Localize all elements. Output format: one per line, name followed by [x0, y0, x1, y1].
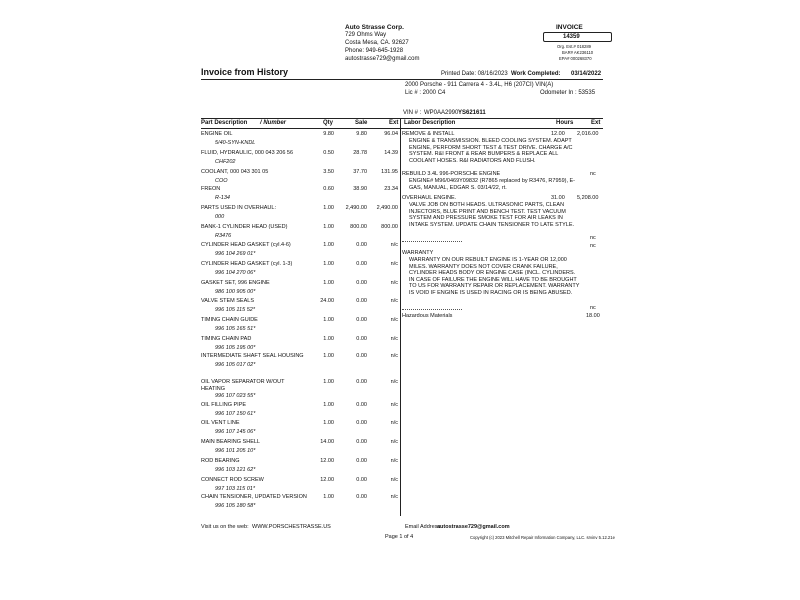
vin-label: VIN # :	[403, 110, 422, 116]
labor-body: WARRANTY ON OUR REBUILT ENGINE IS 1-YEAR OR 12,000 MILES. WARRANTY DOES NOT COVER CRANK FAILURE, CYLINDER HEADS BODY OR ENGINE CASE (INCL. CYLINDERS. IN CASE OF FAILURE THE ENGINE WILL HAVE TO BE BROUGHT TO US FOR WARRANTY REPAIR OR REPLACEMENT. WARRANTY IS VOID IF ENGINE IS USED IN RACING OR IS BEING ABUSED.	[409, 257, 580, 296]
part-qty: 14.00	[320, 439, 334, 445]
part-ext: n/c	[390, 458, 398, 464]
part-number: 996 104 269 01*	[215, 251, 256, 257]
labor-item	[402, 171, 602, 195]
footer-email[interactable]: autostrasse729@gmail.com	[437, 524, 510, 530]
part-qty: 1.00	[323, 336, 334, 342]
part-ext: n/c	[390, 298, 398, 304]
bar-number: BAR# AK236110	[562, 50, 594, 55]
part-sale: 0.00	[356, 402, 367, 408]
labor-ext: nc	[590, 305, 596, 311]
part-ext: n/c	[390, 336, 398, 342]
labor-separator	[402, 241, 462, 242]
part-name: FLUID, HYDRAULIC, 000 043 206 56	[201, 150, 294, 156]
part-number: 996 107 145 06*	[215, 429, 256, 435]
part-sale: 0.00	[356, 458, 367, 464]
part-number: 996 107 023 55*	[215, 393, 256, 399]
part-sale: 800.00	[350, 224, 367, 230]
labor-hours: 31.00	[551, 195, 565, 201]
part-name: FREON	[201, 186, 221, 192]
org-est: Org. Est.# 018289	[557, 44, 591, 49]
part-qty: 1.00	[323, 379, 334, 385]
part-sale: 0.00	[356, 477, 367, 483]
part-sale: 37.70	[353, 169, 367, 175]
part-sale: 0.00	[356, 261, 367, 267]
part-sale: 0.00	[356, 494, 367, 500]
part-name: TIMING CHAIN PAD	[201, 336, 252, 342]
part-name: CHAIN TENSIONER, UPDATED VERSION	[201, 494, 307, 500]
labor-header-hours: Hours	[556, 120, 574, 126]
labor-ext: nc	[590, 243, 596, 249]
labor-item	[402, 243, 602, 305]
labor-title: WARRANTY	[402, 250, 434, 256]
part-name: INTERMEDIATE SHAFT SEAL HOUSING	[201, 353, 304, 359]
footer-page: Page 1 of 4	[385, 534, 414, 540]
labor-ext: nc	[590, 235, 596, 241]
part-name: BANK-1 CYLINDER HEAD (USED)	[201, 224, 288, 230]
part-ext: n/c	[390, 353, 398, 359]
labor-separator	[402, 309, 462, 310]
part-name: ROD BEARING	[201, 458, 240, 464]
company-email: autostrasse729@gmail.com	[345, 56, 420, 62]
part-number: R3476	[215, 233, 232, 239]
part-ext: n/c	[390, 402, 398, 408]
labor-item	[402, 195, 602, 235]
part-number: 996 105 180 58*	[215, 503, 256, 509]
part-qty: 0.50	[323, 150, 334, 156]
part-sale: 9.80	[356, 131, 367, 137]
part-number: 5/40-SYN-KNDL	[215, 140, 256, 146]
parts-header-desc: Part Description	[201, 120, 248, 126]
footer-copyright: Copyright (c) 2023 Mitchell Repair Information Company, LLC. srvinv 5.12.21e	[470, 535, 615, 540]
labor-ext: nc	[590, 171, 596, 177]
part-sale: 38.90	[353, 186, 367, 192]
part-number: 996 103 121 62*	[215, 467, 256, 473]
part-number: 996 105 115 52*	[215, 307, 255, 313]
part-number: 997 103 115 01*	[215, 486, 255, 492]
epa-number: EPA# 000268370	[559, 56, 592, 61]
labor-title: REBUILD 3.4L 996-PORSCHE ENGINE	[402, 171, 501, 177]
hazardous-label: Hazardous Materials	[402, 313, 453, 319]
part-qty: 9.80	[323, 131, 334, 137]
part-qty: 1.00	[323, 420, 334, 426]
table-top-rule	[201, 118, 603, 119]
part-ext: n/c	[390, 280, 398, 286]
part-qty: 1.00	[323, 261, 334, 267]
part-qty: 1.00	[323, 224, 334, 230]
part-name: OIL FILLING PIPE	[201, 402, 247, 408]
part-number: R-134	[215, 195, 230, 201]
part-ext: 23.34	[384, 186, 398, 192]
part-ext: n/c	[390, 317, 398, 323]
work-completed-label: Work Completed:	[511, 71, 561, 77]
part-ext: n/c	[390, 242, 398, 248]
part-ext: 96.04	[384, 131, 398, 137]
labor-ext: 5,208.00	[577, 195, 599, 201]
table-header-rule	[201, 128, 603, 129]
odometer-in: Odometer In : 53535	[540, 90, 596, 96]
vin-b: YS621611	[458, 110, 486, 116]
labor-ext: 2,016.00	[577, 131, 599, 137]
labor-body: VALVE JOB ON BOTH HEADS. ULTRASONIC PARTS, CLEAN INJECTORS, BLUE PRINT AND BENCH TEST. TEST VACUUM SYSTEM AND PRESSURE SMOKE TEST FOR AIR LEAKS IN INTAKE SYSTEM. UPDATE CHAIN TENSIONER TO LATE STYLE.	[409, 202, 575, 228]
work-completed-date: 03/14/2022	[571, 71, 602, 77]
part-number: 996 104 270 06*	[215, 270, 256, 276]
parts-header-ext: Ext	[389, 120, 399, 126]
part-number: 996 105 195 00*	[215, 345, 256, 351]
part-number: CHF202	[215, 159, 236, 165]
part-sale: 0.00	[356, 317, 367, 323]
part-name: GASKET SET, 996 ENGINE	[201, 280, 270, 286]
part-qty: 1.00	[323, 317, 334, 323]
page-title: Invoice from History	[201, 67, 289, 77]
part-name: OIL VAPOR SEPARATOR W/OUT HEATING	[201, 379, 285, 392]
part-name: MAIN BEARING SHELL	[201, 439, 260, 445]
part-name: CYLINDER HEAD GASKET (cyl. 1-3)	[201, 261, 293, 267]
title-rule	[201, 79, 603, 80]
footer-web-label: Visit us on the web:	[201, 524, 249, 530]
part-ext: 14.39	[384, 150, 398, 156]
company-address2: Costa Mesa, CA. 92627	[345, 40, 409, 46]
part-sale: 0.00	[356, 439, 367, 445]
labor-title: REMOVE & INSTALL	[402, 131, 455, 137]
part-qty: 1.00	[323, 205, 334, 211]
part-number: 986 100 905 00*	[215, 289, 256, 295]
part-qty: 12.00	[320, 458, 334, 464]
part-ext: n/c	[390, 439, 398, 445]
part-ext: 2,490.00	[376, 205, 398, 211]
part-sale: 0.00	[356, 298, 367, 304]
parts-header-qty: Qty	[323, 120, 334, 126]
company-address1: 729 Ohms Way	[345, 32, 387, 38]
labor-header-desc: Labor Description	[404, 120, 456, 126]
part-qty: 1.00	[323, 402, 334, 408]
part-ext: 131.95	[381, 169, 398, 175]
part-name: OIL VENT LINE	[201, 420, 240, 426]
part-sale: 0.00	[356, 353, 367, 359]
part-number: 996 105 017 02*	[215, 362, 256, 368]
part-name: ENGINE OIL	[201, 131, 233, 137]
part-qty: 24.00	[320, 298, 334, 304]
labor-item	[402, 305, 602, 313]
part-sale: 0.00	[356, 280, 367, 286]
part-sale: 0.00	[356, 242, 367, 248]
part-number: 000	[215, 214, 225, 220]
part-sale: 2,490.00	[345, 205, 367, 211]
vin-a: WP0AA2990	[424, 110, 459, 116]
part-qty: 12.00	[320, 477, 334, 483]
part-name: CONNECT ROD SCREW	[201, 477, 264, 483]
part-ext: n/c	[390, 494, 398, 500]
vehicle-desc: 2000 Porsche - 911 Carrera 4 - 3.4L, H6 (207CI) VIN(A)	[405, 82, 554, 88]
invoice-label: INVOICE	[556, 24, 583, 31]
part-ext: n/c	[390, 477, 398, 483]
footer-web[interactable]: WWW.PORSCHESTRASSE.US	[252, 524, 331, 530]
labor-hours: 12.00	[551, 131, 565, 137]
parts-header-sale: Sale	[355, 120, 368, 126]
table-divider	[400, 118, 401, 516]
part-sale: 28.78	[353, 150, 367, 156]
part-name: VALVE STEM SEALS	[201, 298, 254, 304]
labor-list	[402, 131, 602, 321]
labor-title: OVERHAUL ENGINE.	[402, 195, 457, 201]
part-number: COO	[215, 178, 228, 184]
part-ext: 800.00	[381, 224, 398, 230]
vehicle-lic: Lic # : 2000 C4	[405, 90, 446, 96]
labor-body: ENGINE# M96/0469Y09832 (R7865 replaced by R3476, R7959), E-GAS, MANUAL, EDGAR S. 03/14/22, rt.	[409, 178, 576, 191]
parts-header-number: / Number	[260, 120, 287, 126]
labor-header-ext: Ext	[591, 120, 601, 126]
part-number: 996 107 150 61*	[215, 411, 256, 417]
part-sale: 0.00	[356, 379, 367, 385]
labor-item	[402, 131, 602, 171]
printed-date: Printed Date: 08/16/2023	[441, 71, 508, 77]
part-ext: n/c	[390, 379, 398, 385]
invoice-number: 14359	[563, 34, 580, 40]
part-qty: 1.00	[323, 494, 334, 500]
part-name: TIMING CHAIN GUIDE	[201, 317, 258, 323]
part-qty: 1.00	[323, 280, 334, 286]
part-number: 996 101 205 10*	[215, 448, 256, 454]
part-qty: 3.50	[323, 169, 334, 175]
part-sale: 0.00	[356, 420, 367, 426]
footer-email-label: Email Address:	[405, 524, 442, 530]
part-ext: n/c	[390, 420, 398, 426]
part-name: CYLINDER HEAD GASKET (cyl.4-6)	[201, 242, 291, 248]
hazardous-value: 18.00	[586, 313, 600, 319]
part-qty: 1.00	[323, 242, 334, 248]
part-ext: n/c	[390, 261, 398, 267]
part-sale: 0.00	[356, 336, 367, 342]
part-name: PARTS USED IN OVERHAUL:	[201, 205, 276, 211]
part-number: 996 105 165 51*	[215, 326, 256, 332]
part-qty: 1.00	[323, 353, 334, 359]
labor-body: ENGINE & TRANSMISSION. BLEED COOLING SYSTEM. ADAPT ENGINE, PERFORM SHORT TEST & TEST DRIVE. CHARGE A/C SYSTEM. R&I FRONT & REAR BUMPERS & REPLACE ALL COOLANT HOSES. R&I RADIATORS AND FLUSH.	[409, 138, 573, 164]
company-phone: Phone: 949-645-1928	[345, 48, 404, 54]
part-qty: 0.60	[323, 186, 334, 192]
part-name: COOLANT, 000 043 301 05	[201, 169, 269, 175]
hazardous-row	[402, 313, 602, 321]
labor-item	[402, 235, 602, 243]
company-name: Auto Strasse Corp.	[345, 24, 404, 31]
